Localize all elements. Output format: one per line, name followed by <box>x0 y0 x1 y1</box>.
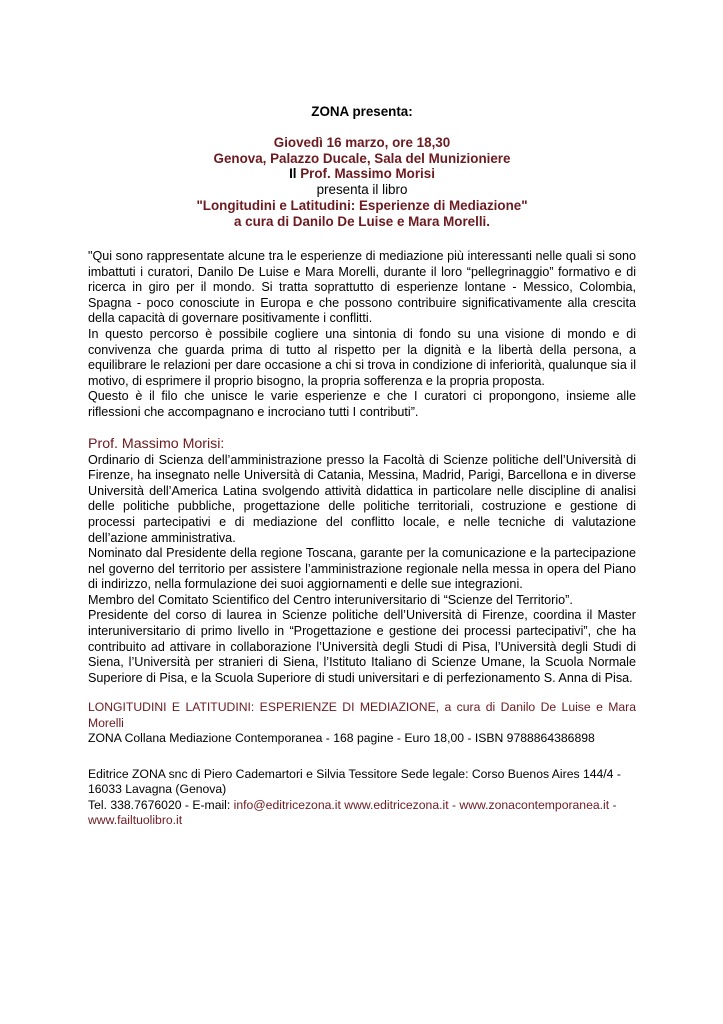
event-venue: Genova, Palazzo Ducale, Sala del Munizioniere <box>213 150 511 166</box>
event-date: Giovedì 16 marzo, ore 18,30 <box>273 134 451 150</box>
publisher-contact-line <box>88 798 636 814</box>
quote-paragraph-2: In questo percorso è possibile cogliere una sintonia di fondo su una visione di mondo e di convivenza che guarda prima di tutto al rispetto per la dignità e la libertà della persona, a equilibrare le relazioni per dare occasione a chi si trova in condizione di inferiorità, qualunque sia il motivo, di esprimere il proprio bisogno, la propria sofferenza e la propria proposta. <box>88 326 636 388</box>
tel-label: Tel. 338.7676020 - E-mail: <box>88 797 234 812</box>
quote-paragraph-1: "Qui sono rappresentate alcune tra le esperienze di mediazione più interessanti nelle quali si sono imbattuti i curatori, Danilo De Luise e Mara Morelli, durante il loro “pellegrinaggio” formativo e di ricerca in giro per il mondo. Si tratta soprattutto di esperienze lontane - Messico, Colombia, Spagna - poco conosciute in Europa e che possono contribuire significativamente alla crescita della capacità di governare positivamente i conflitti. <box>88 249 636 326</box>
publisher-info <box>88 767 636 829</box>
email-link[interactable]: info@editricezona.it <box>233 797 341 812</box>
editors-line: a cura di Danilo De Luise e Mara Morelli. <box>234 213 490 229</box>
header-spacer <box>88 120 636 135</box>
websites-links[interactable]: www.editricezona.it - www.zonacontemporanea.it - <box>340 797 617 812</box>
speaker-prefix: Il <box>289 166 301 182</box>
publisher-line-2: 16033 Lavagna (Genova) <box>88 782 227 797</box>
book-info <box>88 700 636 747</box>
failtuolibro-link[interactable]: www.failtuolibro.it <box>88 813 183 828</box>
presents-line: presenta il libro <box>316 182 408 198</box>
presenter-line: ZONA presenta: <box>311 104 413 119</box>
bio-paragraph-2: Nominato dal Presidente della regione Toscana, garante per la comunicazione e la partecipazione nel governo del territorio per assistere l’amministrazione regionale nella messa in opera del Piano di indirizzo, nella formulazione dei suoi aggiornamenti e delle sue integrazioni. <box>88 546 636 592</box>
publisher-site-line <box>88 813 636 829</box>
quote-paragraph-3: Questo è il filo che unisce le varie esperienze e che I curatori ci propongono, insieme alle riflessioni che accompagnano e incrociano tutti I contributi”. <box>88 389 636 419</box>
publisher-line-1: Editrice ZONA snc di Piero Cademartori e Silvia Tessitore Sede legale: Corso Buenos Aires 144/4 - <box>88 766 621 781</box>
document-body <box>88 249 636 829</box>
bio-paragraph-4: Presidente del corso di laurea in Scienze politiche dell’Università di Firenze, coordina il Master interuniversitario di primo livello in “Progettazione e gestione dei processi partecipativi”, che ha contribuito ad attivare in collaborazione l’Università degli Studi di Pisa, l’Università degli Studi di Siena, l’Università per stranieri di Siena, l’Istituto Italiano di Scienze Umane, la Scuola Normale Superiore di Pisa, e la Scuola Superiore di studi universitari e di perfezionamento S. Anna di Pisa. <box>88 608 636 685</box>
event-header <box>88 104 636 230</box>
bio-paragraph-1: Ordinario di Scienza dell’amministrazione presso la Facoltà di Scienze politiche dell’Università di Firenze, ha insegnato nelle Università di Catania, Messina, Madrid, Parigi, Barcellona e in diverse Università dell’America Latina svolgendo attività didattica in particolare nelle discipline di analisi delle politiche pubbliche, progettazione delle politiche territoriali, costruzione e gestione di processi partecipativi e di mediazione del conflitto locale, e nelle tecniche di valutazione dell’azione amministrativa. <box>88 452 636 545</box>
book-title-header: "Longitudini e Latitudini: Esperienze di Mediazione" <box>196 197 528 213</box>
speaker-name: Prof. Massimo Morisi <box>300 166 435 182</box>
speaker-line <box>88 166 636 182</box>
bio-paragraph-3: Membro del Comitato Scientifico del Centro interuniversitario di “Scienze del Territorio”. <box>88 592 573 607</box>
book-title: LONGITUDINI E LATITUDINI: ESPERIENZE DI MEDIAZIONE, a cura di Danilo De Luise e Mara Morelli <box>88 700 636 730</box>
bio-heading: Prof. Massimo Morisi: <box>88 435 225 452</box>
book-details: ZONA Collana Mediazione Contemporanea - 168 pagine - Euro 18,00 - ISBN 9788864386898 <box>88 731 595 746</box>
